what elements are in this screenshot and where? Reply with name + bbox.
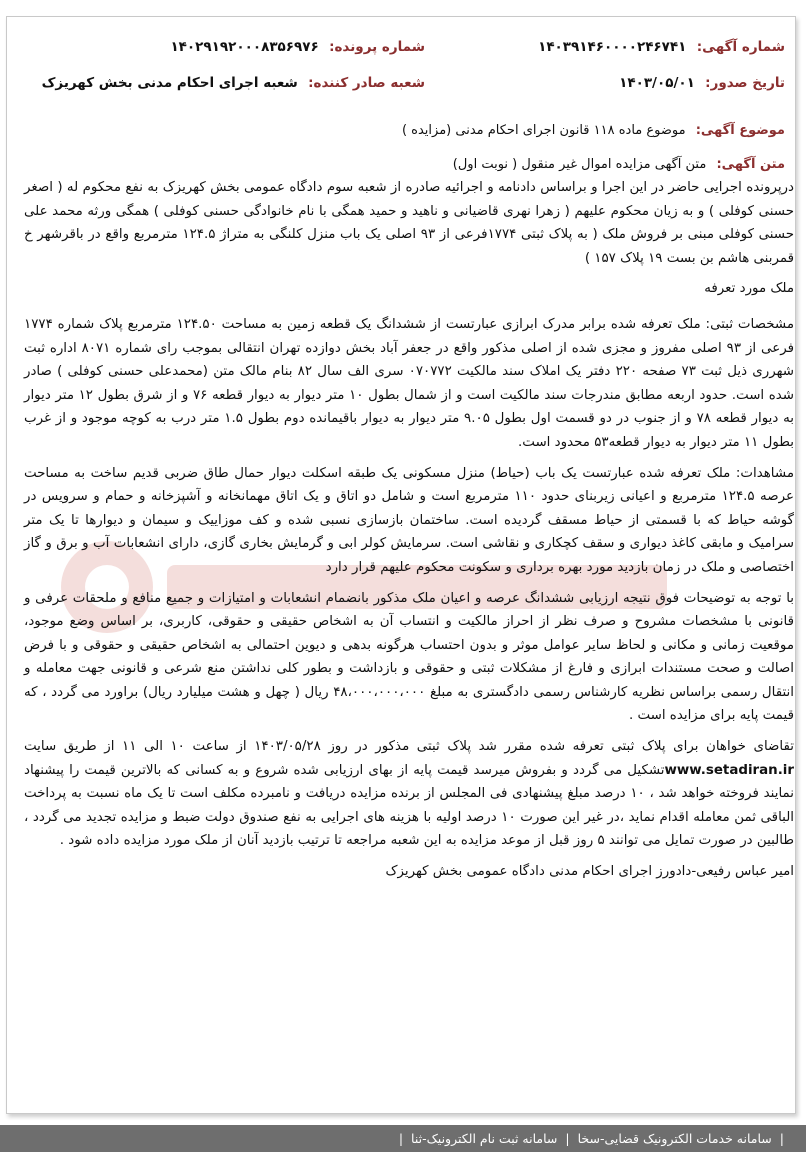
auction-site-link[interactable]: www.setadiran.ir <box>664 762 794 778</box>
ad-text-title <box>453 157 785 172</box>
section-title: ملک مورد تعرفه <box>704 281 794 297</box>
footer-separator: | <box>779 1131 784 1146</box>
intro-paragraph: درپرونده اجرایی حاضر در این اجرا و براساس دادنامه و اجرائیه صادره از شعبه سوم دادگاه عمومی بخش کهریزک به نفع محکوم له ( اصغر حسنی کوفلی ) و به زیان محکوم علیهم ( زهرا نهری قاضیانی و ناهید و حمید همگی با نام خانوادگی حسنی کوفلی ) همگی ورثه محمد علی حسنی کوفلی مبنی بر فروش ملک ( به پلاک ثبتی ۱۷۷۴فرعی از ۹۳ اصلی یک باب منزل کلنگی به متراژ ۱۲۴.۵ مترمربع واقع در باقرشهر خ قمربنی هاشم بن بست ۱۹ پلاک ۱۵۷ ) <box>24 180 795 266</box>
footer-separator: | <box>398 1131 404 1146</box>
issue-date-label: تاریخ صدور: <box>705 75 785 91</box>
footer-bar <box>0 1125 806 1152</box>
issuer-label: شعبه صادر کننده: <box>308 75 425 91</box>
registration-paragraph: مشخصات ثبتی: ملک تعرفه شده برابر مدرک ابرازی عبارتست از ششدانگ یک قطعه زمین به مساحت ۱۲۴.۵۰ مترمربع پلاک شماره ۱۷۷۴ فرعی از ۹۳ اصلی مفروز و مجزی شده از اصلی مذکور واقع در جعفر آباد بخش دوازده تهران انتقالی بموجب رای شماره ۸۰۷۱ اداره ثبت شهرری ذیل ثبت ۷۳ صفحه ۲۲۰ دفتر یک املاک سند مالکیت ۰۷۰۷۷۲ سری الف سال ۸۲ بنام مالک متن (محمدعلی حسنی کوفلی ) صادر شده است. حدود اربعه مطابق مندرجات سند مالکیت است و از شمال بطول ۱۰ متر دیوار به دیوار قطعه ۷۶ و از شرق بطول ۱۲ متر دیوار به دیوار قطعه ۷۸ و از جنوب در دو قسمت اول بطول ۹.۰۵ متر دیوار به دیوار باقیمانده دوم بطول ۱.۵ متر درب به کوچه موجود و از غرب بطول ۱۱ متر دیوار به دیوار قطعه۵۳ محدود است. <box>24 316 795 450</box>
footer-link-sakha[interactable]: سامانه خدمات الکترونیک قضایی-سخا <box>577 1131 772 1146</box>
issuer-value: شعبه اجرای احکام مدنی بخش کهریزک <box>41 75 298 91</box>
valuation-paragraph: با توجه به توضیحات فوق نتیجه ارزیابی ششدانگ عرصه و اعیان ملک مذکور بانضمام انشعابات و امتیازات و جمیع منافع و ملحقات عرفی و قانونی با مشخصات مشروح و صرف نظر از احراز مالکیت و انتساب آن به اشخاص حقیقی و حقوقی، کاربری، بر اساس وضع موجود، موقعیت زمانی و مکانی و لحاظ سایر عوامل موثر و بدون احتساب هرگونه بدهی و دیوین احتمالی به اشخاص حقیقی و حقوقی و با فرض اصالت و صحت مستندات ابرازی و فارغ از مشکلات ثبتی و حقوقی و بازداشت و بطور کلی نداشتن منع شرعی و قانونی جهت معامله و انتقال رسمی براساس نظریه کارشناس رسمی دادگستری به مبلغ ۴۸،۰۰۰،۰۰۰،۰۰۰ ریال ( چهل و هشت میلیارد ریال) براورد می گردد ، که قیمت پایه برای مزایده است . <box>24 590 794 724</box>
signature: امیر عباس رفیعی-دادورز اجرای احکام مدنی دادگاه عمومی بخش کهریزک <box>385 864 794 880</box>
ad-text-label: متن آگهی: <box>716 157 785 172</box>
auction-text-part2: تشکیل می گردد و بفروش میرسد قیمت پایه از بهای ارزیابی شده شروع و به کسانی که بالاترین قیمت را پیشنهاد نمایند فروخته خواهد شد ، ۱۰ درصد مبلغ پیشنهادی فی المجلس از برنده مزایده دریافت و نامبرده مکلف است تا یک ماه نسبت به پرداخت الباقی ثمن معامله اقدام نماید ،در غیر این صورت ۱۰ درصد اولیه با هزینه های اجرایی به نفع صندوق دولت ضبط و مزایده تجدید می گردد ، طالبین در صورت تمایل می توانند ۵ روز قبل از موعد مزایده به این شعبه مراجعه تا ترتیب بازدید آنان از ملک مورد مزایده داده شود . <box>24 762 794 849</box>
ad-body <box>24 176 794 891</box>
ad-topic-value: موضوع ماده ۱۱۸ قانون اجرای احکام مدنی (مزایده ) <box>401 123 686 138</box>
footer-separator: | <box>565 1131 570 1146</box>
issue-date-value: ۱۴۰۳/۰۵/۰۱ <box>619 75 695 91</box>
auction-paragraph <box>24 735 794 853</box>
auction-text-part1: تقاضای خواهان برای پلاک ثبتی تعرفه شده مقرر شد پلاک ثبتی مذکور در روز ۱۴۰۳/۰۵/۲۸ از ساعت ۱۰ الی ۱۱ از طریق سایت <box>24 739 794 755</box>
ad-text-value: متن آگهی مزایده اموال غیر منقول ( نوبت اول) <box>452 157 707 172</box>
case-number-value: ۱۴۰۲۹۱۹۲۰۰۰۸۳۵۶۹۷۶ <box>170 39 319 55</box>
ad-topic <box>402 123 785 138</box>
footer-link-sana[interactable]: سامانه ثبت نام الکترونیک-ثنا <box>411 1131 558 1146</box>
case-number <box>170 39 425 55</box>
issue-date <box>619 75 785 91</box>
ad-topic-label: موضوع آگهی: <box>695 123 785 138</box>
issuer <box>42 75 425 91</box>
ad-number-label: شماره آگهی: <box>696 39 785 55</box>
observations-paragraph: مشاهدات: ملک تعرفه شده عبارتست یک باب (حیاط) منزل مسکونی یک طبقه اسکلت دیوار حمال طاق ضربی قدیم ساخت به مساحت عرصه ۱۲۴.۵ مترمربع و اعیانی زیربنای حدود ۱۱۰ مترمربع است و شامل دو اتاق و یک اتاق مهمانخانه و آشپزخانه و حمام و سرویس در گوشه حیاط که با قسمتی از حیاط مسقف گردیده است. ساختمان بازسازی نسبی شده و کف موزاییک و سیمان و دیوارها تا یک متر سرامیک و مابقی کاغذ دیواری و سقف کچکاری و نقاشی است. سرمایش کولر ابی و گرمایش بخاری گازی، دارای انشعابات آب و برق و گاز اختصاصی و ملک در زمان بازدید مورد بهره برداری و سکونت محکوم علیهم قرار دارد <box>24 465 794 575</box>
case-number-label: شماره پرونده: <box>329 39 425 55</box>
ad-number <box>538 39 785 55</box>
ad-number-value: ۱۴۰۳۹۱۴۶۰۰۰۰۲۴۶۷۴۱ <box>538 39 687 55</box>
